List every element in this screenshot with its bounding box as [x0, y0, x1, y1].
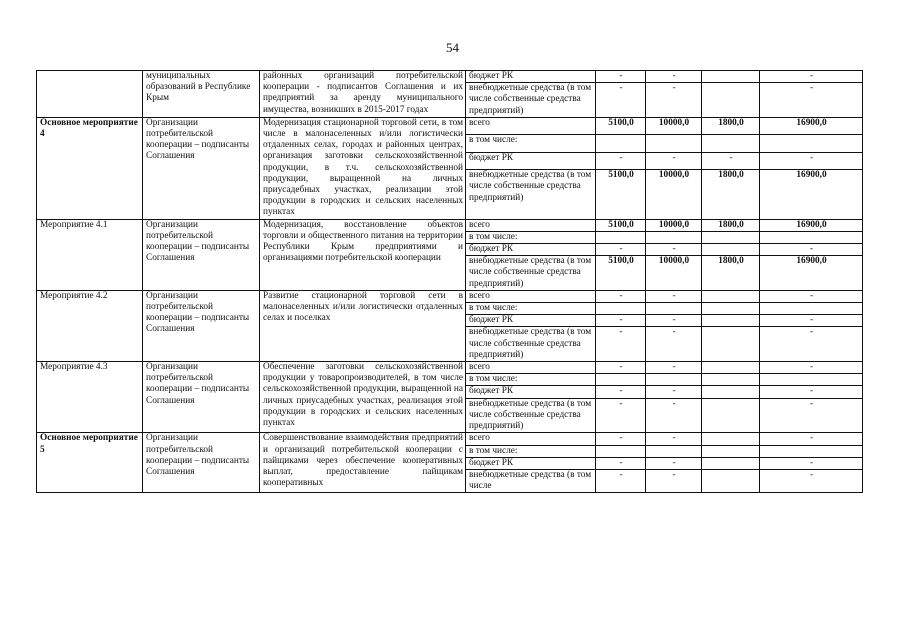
amount-cell: [702, 433, 760, 445]
table-row: [37, 290, 863, 302]
amount-cell: 16900,0: [760, 117, 863, 134]
amount-cell: -: [596, 152, 646, 169]
measure-name-cell: Мероприятие 4.2: [37, 290, 143, 361]
funding-source-cell: в том числе:: [466, 374, 596, 386]
funding-source-cell: бюджет РК: [466, 71, 596, 83]
amount-cell: [702, 398, 760, 433]
budget-table: [36, 70, 863, 493]
amount-cell: -: [646, 398, 702, 433]
amount-cell: [646, 135, 702, 152]
measure-name-cell: Мероприятие 4.3: [37, 362, 143, 433]
amount-cell: -: [760, 244, 863, 256]
amount-cell: -: [760, 386, 863, 398]
amount-cell: -: [596, 244, 646, 256]
funding-source-cell: бюджет РК: [466, 386, 596, 398]
amount-cell: -: [760, 433, 863, 445]
amount-cell: 1800,0: [702, 256, 760, 291]
amount-cell: -: [596, 469, 646, 492]
amount-cell: -: [760, 152, 863, 169]
amount-cell: -: [646, 327, 702, 362]
amount-cell: -: [646, 315, 702, 327]
page-number: 54: [446, 40, 459, 55]
amount-cell: [702, 469, 760, 492]
amount-cell: -: [646, 362, 702, 374]
amount-cell: [760, 303, 863, 315]
amount-cell: -: [596, 83, 646, 118]
executor-cell: Организации потребительской кооперации – подписанты Соглашения: [143, 117, 260, 219]
amount-cell: 5100,0: [596, 170, 646, 220]
amount-cell: -: [596, 315, 646, 327]
amount-cell: -: [646, 290, 702, 302]
amount-cell: -: [646, 152, 702, 169]
funding-source-cell: в том числе:: [466, 135, 596, 152]
table-row: [37, 362, 863, 374]
amount-cell: -: [760, 362, 863, 374]
amount-cell: -: [596, 71, 646, 83]
amount-cell: [596, 303, 646, 315]
amount-cell: -: [646, 386, 702, 398]
amount-cell: 5100,0: [596, 117, 646, 134]
amount-cell: [702, 315, 760, 327]
amount-cell: -: [760, 315, 863, 327]
amount-cell: [702, 83, 760, 118]
funding-source-cell: всего: [466, 362, 596, 374]
amount-cell: [596, 445, 646, 457]
funding-source-cell: внебюджетные средства (в том числе собственные средства предприятий): [466, 256, 596, 291]
funding-source-cell: внебюджетные средства (в том числе собственные средства предприятий): [466, 83, 596, 118]
description-cell: Модернизация, восстановление объектов торговли и общественного питания на территории Республики Крым предприятиями и организациями потребительской кооперации: [260, 219, 466, 290]
amount-cell: [760, 445, 863, 457]
amount-cell: 5100,0: [596, 219, 646, 231]
amount-cell: 1800,0: [702, 170, 760, 220]
amount-cell: 10000,0: [646, 117, 702, 134]
description-cell: Совершенствование взаимодействия предприятий и организаций потребительской кооперации с пайщиками через обеспечение кооперативных выплат, предоставление пайщикам кооперативных: [260, 433, 466, 493]
amount-cell: -: [646, 469, 702, 492]
executor-cell: Организации потребительской кооперации – подписанты Соглашения: [143, 362, 260, 433]
amount-cell: 10000,0: [646, 256, 702, 291]
amount-cell: [760, 135, 863, 152]
amount-cell: 1800,0: [702, 219, 760, 231]
amount-cell: -: [596, 290, 646, 302]
amount-cell: 10000,0: [646, 170, 702, 220]
amount-cell: -: [760, 327, 863, 362]
amount-cell: -: [596, 362, 646, 374]
executor-cell: Организации потребительской кооперации – подписанты Соглашения: [143, 219, 260, 290]
table-row: [37, 219, 863, 231]
funding-source-cell: бюджет РК: [466, 244, 596, 256]
amount-cell: [596, 374, 646, 386]
amount-cell: [596, 135, 646, 152]
amount-cell: -: [646, 83, 702, 118]
amount-cell: [702, 386, 760, 398]
funding-source-cell: всего: [466, 117, 596, 134]
funding-source-cell: в том числе:: [466, 445, 596, 457]
description-cell: районных организаций потребительской кооперации - подписантов Соглашения и их предприятий за аренду муниципального имущества, возникших в 2015-2017 годах: [260, 71, 466, 118]
amount-cell: [702, 71, 760, 83]
amount-cell: [646, 374, 702, 386]
table-row: [37, 117, 863, 134]
measure-name-cell: Основное мероприятие 4: [37, 117, 143, 219]
measure-name-cell: [37, 71, 143, 118]
amount-cell: 16900,0: [760, 256, 863, 291]
amount-cell: 10000,0: [646, 219, 702, 231]
funding-source-cell: внебюджетные средства (в том числе собственные средства предприятий): [466, 327, 596, 362]
amount-cell: -: [760, 290, 863, 302]
amount-cell: [702, 445, 760, 457]
amount-cell: [702, 362, 760, 374]
executor-cell: муниципальных образований в Республике Крым: [143, 71, 260, 118]
amount-cell: [596, 231, 646, 243]
executor-cell: Организации потребительской кооперации – подписанты Соглашения: [143, 433, 260, 493]
amount-cell: -: [646, 244, 702, 256]
funding-source-cell: в том числе:: [466, 303, 596, 315]
amount-cell: [702, 374, 760, 386]
amount-cell: -: [596, 398, 646, 433]
funding-source-cell: бюджет РК: [466, 457, 596, 469]
amount-cell: -: [760, 469, 863, 492]
amount-cell: [760, 231, 863, 243]
amount-cell: [702, 231, 760, 243]
amount-cell: -: [702, 152, 760, 169]
amount-cell: -: [596, 433, 646, 445]
amount-cell: -: [646, 433, 702, 445]
amount-cell: 1800,0: [702, 117, 760, 134]
amount-cell: -: [760, 398, 863, 433]
amount-cell: -: [646, 71, 702, 83]
funding-source-cell: всего: [466, 433, 596, 445]
table-row: [37, 433, 863, 445]
executor-cell: Организации потребительской кооперации – подписанты Соглашения: [143, 290, 260, 361]
description-cell: Обеспечение заготовки сельскохозяйственной продукции у товаропроизводителей, в том числе сельскохозяйственной продукции, выращенной на личных приусадебных участках, реализация этой продукции в городских и сельских населенных пунктах: [260, 362, 466, 433]
amount-cell: -: [646, 457, 702, 469]
amount-cell: -: [760, 83, 863, 118]
amount-cell: -: [596, 457, 646, 469]
funding-source-cell: внебюджетные средства (в том числе собственные средства предприятий): [466, 398, 596, 433]
amount-cell: -: [760, 71, 863, 83]
table-row: [37, 71, 863, 83]
amount-cell: [646, 445, 702, 457]
description-cell: Развитие стационарной торговой сети в малонаселенных и/или логистически отдаленных селах и поселках: [260, 290, 466, 361]
funding-source-cell: всего: [466, 219, 596, 231]
measure-name-cell: Мероприятие 4.1: [37, 219, 143, 290]
amount-cell: [702, 290, 760, 302]
amount-cell: -: [760, 457, 863, 469]
funding-source-cell: внебюджетные средства (в том числе собственные средства предприятий): [466, 170, 596, 220]
funding-source-cell: внебюджетные средства (в том числе: [466, 469, 596, 492]
amount-cell: [702, 303, 760, 315]
amount-cell: [646, 231, 702, 243]
amount-cell: [646, 303, 702, 315]
amount-cell: [702, 135, 760, 152]
amount-cell: 16900,0: [760, 219, 863, 231]
funding-source-cell: всего: [466, 290, 596, 302]
measure-name-cell: Основное мероприятие 5: [37, 433, 143, 493]
amount-cell: -: [596, 327, 646, 362]
amount-cell: -: [596, 386, 646, 398]
funding-source-cell: бюджет РК: [466, 152, 596, 169]
budget-table-body: [37, 71, 863, 493]
amount-cell: [702, 457, 760, 469]
amount-cell: 5100,0: [596, 256, 646, 291]
amount-cell: [760, 374, 863, 386]
amount-cell: [702, 244, 760, 256]
amount-cell: 16900,0: [760, 170, 863, 220]
funding-source-cell: бюджет РК: [466, 315, 596, 327]
amount-cell: [702, 327, 760, 362]
description-cell: Модернизация стационарной торговой сети, в том числе в малонаселенных и/или логистически отдаленных селах, городах и районных центрах, организация заготовки сельскохозяйственной продукции, в т.ч. сельскохозяйственной продукции, выращенной на личных приусадебных участках, реализации этой продукции в городских и сельских населенных пунктах: [260, 117, 466, 219]
funding-source-cell: в том числе:: [466, 231, 596, 243]
